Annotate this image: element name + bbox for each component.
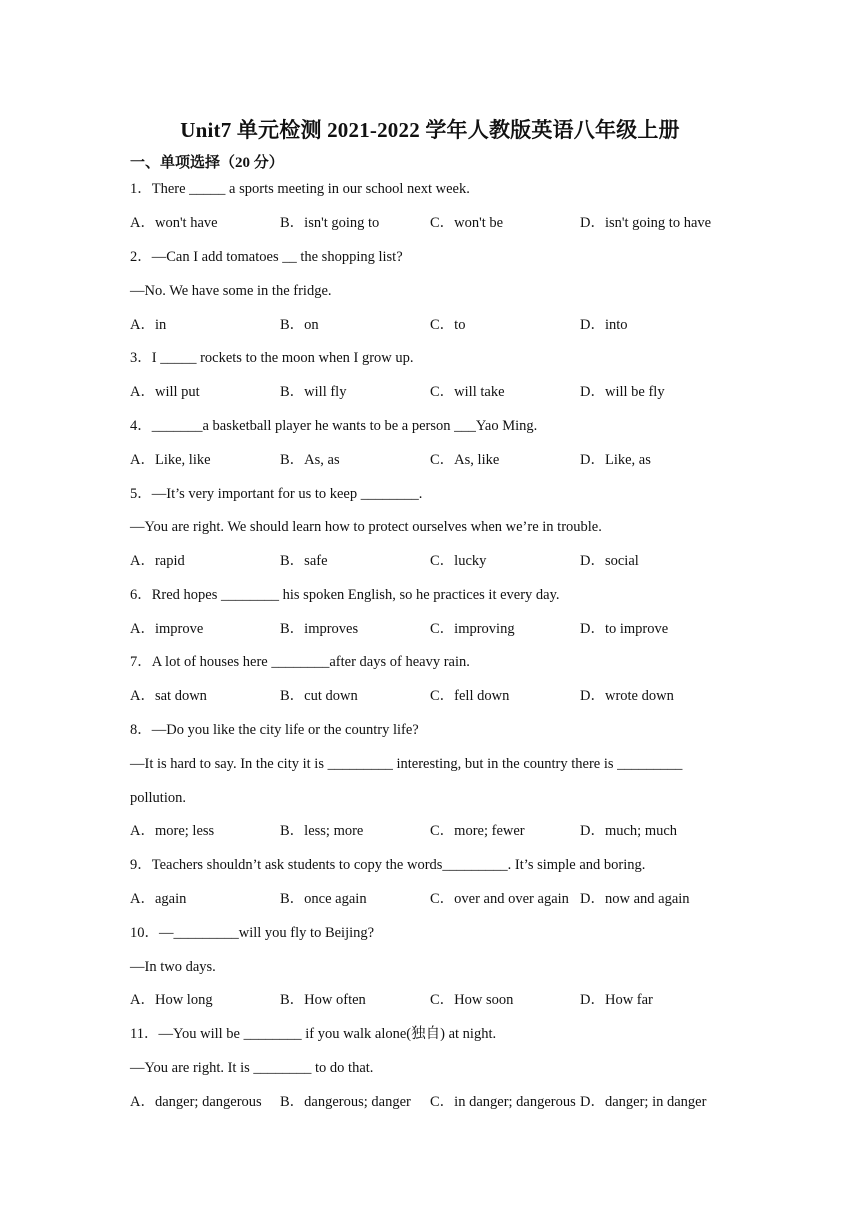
question-2-options [130, 316, 750, 334]
question-7-options [130, 687, 750, 705]
option-d: D．will be fly [580, 384, 665, 400]
option-a: A．won't have [130, 215, 218, 231]
option-a: A．How long [130, 992, 213, 1008]
option-c: C．over and over again [430, 891, 569, 907]
option-d: D．isn't going to have [580, 215, 712, 231]
option-b: B．less; more [280, 823, 364, 839]
option-c: C．won't be [430, 215, 504, 231]
question-5-line-2: —You are right. We should learn how to protect ourselves when we’re in trouble. [130, 519, 602, 535]
question-3-stem: 3．I _____ rockets to the moon when I grow up. [130, 350, 414, 366]
question-10-options [130, 991, 750, 1009]
question-9-stem: 9．Teachers shouldn’t ask students to copy the words_________. It’s simple and boring. [130, 857, 646, 873]
question-10-line-2: —In two days. [130, 959, 216, 975]
option-d: D．into [580, 317, 628, 333]
question-8-line-3: pollution. [130, 790, 186, 806]
option-d: D．social [580, 553, 639, 569]
option-c: C．to [430, 317, 466, 333]
option-c: C．will take [430, 384, 505, 400]
question-8-stem: 8．—Do you like the city life or the country life? [130, 722, 419, 738]
question-7-stem: 7．A lot of houses here ________after days of heavy rain. [130, 654, 470, 670]
question-6-options [130, 620, 750, 638]
option-d: D．now and again [580, 891, 690, 907]
option-d: D．much; much [580, 823, 678, 839]
option-a: A．more; less [130, 823, 215, 839]
option-d: D．to improve [580, 621, 669, 637]
option-b: B．on [280, 317, 319, 333]
question-4-stem: 4．_______a basketball player he wants to be a person ___Yao Ming. [130, 418, 538, 434]
option-b: B．will fly [280, 384, 347, 400]
option-a: A．danger; dangerous [130, 1094, 262, 1110]
option-b: B．isn't going to [280, 215, 380, 231]
question-8-options [130, 822, 750, 840]
option-d: D．wrote down [580, 688, 674, 704]
option-c: C．more; fewer [430, 823, 525, 839]
question-1-stem: 1．There _____ a sports meeting in our school next week. [130, 181, 470, 197]
question-2-stem: 2．—Can I add tomatoes __ the shopping list? [130, 249, 403, 265]
question-9-options [130, 890, 750, 908]
option-a: A．again [130, 891, 187, 907]
option-a: A．Like, like [130, 452, 211, 468]
question-11-options [130, 1093, 750, 1111]
question-6-stem: 6．Rred hopes ________ his spoken English, so he practices it every day. [130, 587, 560, 603]
question-5-options [130, 552, 750, 570]
option-a: A．improve [130, 621, 204, 637]
question-11-stem: 11．—You will be ________ if you walk alone(独自) at night. [130, 1026, 497, 1042]
option-d: D．How far [580, 992, 653, 1008]
option-d: D．Like, as [580, 452, 651, 468]
option-b: B．As, as [280, 452, 340, 468]
page-title: Unit7 单元检测 2021-2022 学年人教版英语八年级上册 [180, 118, 680, 142]
option-b: B．once again [280, 891, 367, 907]
question-4-options [130, 451, 750, 469]
question-11-line-2: —You are right. It is ________ to do that. [130, 1060, 374, 1076]
option-a: A．will put [130, 384, 200, 400]
option-b: B．How often [280, 992, 366, 1008]
option-c: C．fell down [430, 688, 510, 704]
option-b: B．improves [280, 621, 359, 637]
option-a: A．sat down [130, 688, 207, 704]
question-1-options [130, 214, 750, 232]
question-8-line-2: —It is hard to say. In the city it is _________ interesting, but in the country there is _________ [130, 756, 683, 772]
option-c: C．lucky [430, 553, 487, 569]
option-c: C．in danger; dangerous [430, 1094, 576, 1110]
option-a: A．in [130, 317, 167, 333]
option-b: B．dangerous; danger [280, 1094, 411, 1110]
option-a: A．rapid [130, 553, 185, 569]
option-b: B．cut down [280, 688, 358, 704]
question-5-stem: 5．—It’s very important for us to keep ________. [130, 486, 423, 502]
section-heading: 一、单项选择（20 分） [130, 155, 284, 171]
question-2-line-2: —No. We have some in the fridge. [130, 283, 332, 299]
option-d: D．danger; in danger [580, 1094, 707, 1110]
option-c: C．As, like [430, 452, 500, 468]
option-c: C．improving [430, 621, 515, 637]
option-b: B．safe [280, 553, 328, 569]
option-c: C．How soon [430, 992, 514, 1008]
question-10-stem: 10．—_________will you fly to Beijing? [130, 925, 375, 941]
question-3-options [130, 383, 750, 401]
